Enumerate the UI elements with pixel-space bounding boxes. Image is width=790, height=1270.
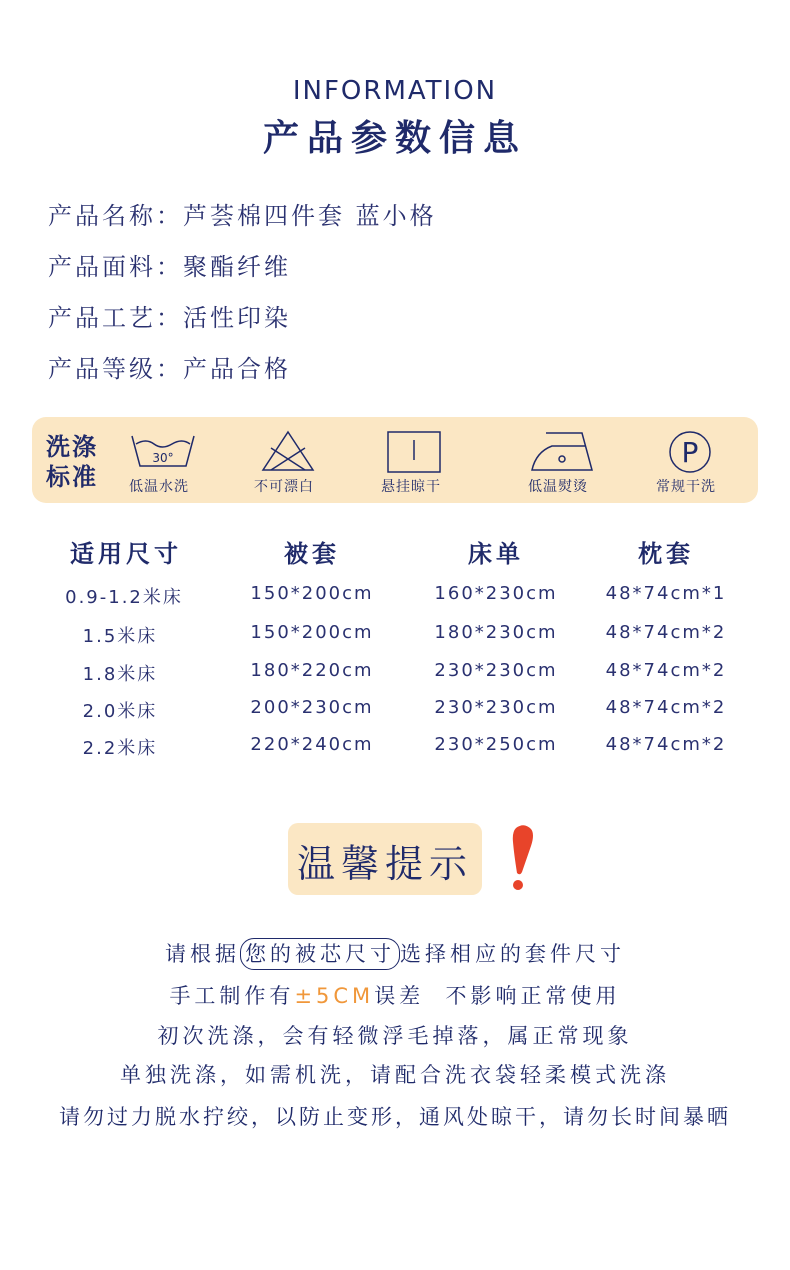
table-cell-size: 0.9-1.2米床 <box>65 587 183 608</box>
dry-clean-icon <box>666 430 714 474</box>
table-cell-duvet: 180*220cm <box>250 660 374 681</box>
washing-label-line2: 标准 <box>46 463 98 491</box>
table-header-sheet: 床单 <box>468 540 524 568</box>
hang-dry-icon <box>386 430 442 474</box>
table-row <box>0 622 790 646</box>
table-header-size: 适用尺寸 <box>70 540 182 568</box>
tip-line-3: 初次洗涤，会有轻微浮毛掉落，属正常现象 <box>157 1024 633 1048</box>
iron-icon <box>528 430 594 472</box>
wash-temp-text: 30° <box>152 451 174 465</box>
product-grade-row: 产品等级：产品合格 <box>48 355 291 383</box>
page-title: 产品参数信息 <box>262 118 527 159</box>
tip-tolerance-highlight: ±5CM <box>294 984 375 1008</box>
table-cell-sheet: 230*250cm <box>434 734 558 755</box>
table-cell-size: 1.8米床 <box>82 664 158 685</box>
table-cell-duvet: 150*200cm <box>250 583 374 604</box>
table-cell-sheet: 160*230cm <box>434 583 558 604</box>
wash-item-iron <box>524 430 598 500</box>
table-cell-duvet: 220*240cm <box>250 734 374 755</box>
tip-line-1 <box>0 938 790 970</box>
product-name-row: 产品名称：芦荟棉四件套 蓝小格 <box>48 202 437 230</box>
tip-line-1-pre: 请根据 <box>165 942 240 966</box>
table-cell-size: 1.5米床 <box>82 626 158 647</box>
wash-item-hang-dry <box>378 430 452 500</box>
washing-label-line1: 洗涤 <box>46 433 98 461</box>
table-row <box>0 734 790 758</box>
tip-line-4: 单独洗涤，如需机洗，请配合洗衣袋轻柔模式洗涤 <box>120 1063 670 1087</box>
table-cell-duvet: 200*230cm <box>250 697 374 718</box>
wash-item-low-temp <box>126 430 200 500</box>
exclamation-icon <box>504 824 538 894</box>
tip-duvet-size-highlight: 您的被芯尺寸 <box>240 938 400 970</box>
table-cell-pillowcase: 48*74cm*2 <box>605 660 727 681</box>
table-cell-sheet: 230*230cm <box>434 660 558 681</box>
tips-title: 温馨提示 <box>296 842 473 886</box>
table-cell-size: 2.2米床 <box>82 738 158 759</box>
tip-line-2-pre: 手工制作有 <box>169 984 295 1008</box>
wash-caption-dry-clean: 常规干洗 <box>656 479 716 495</box>
tip-line-2-post: 误差 不影响正常使用 <box>374 984 621 1008</box>
table-cell-pillowcase: 48*74cm*2 <box>605 622 727 643</box>
table-cell-pillowcase: 48*74cm*1 <box>605 583 727 604</box>
wash-caption-no-bleach: 不可漂白 <box>254 479 314 495</box>
wash-tub-icon <box>130 432 196 470</box>
table-row <box>0 697 790 721</box>
wash-caption-hang-dry: 悬挂晾干 <box>381 479 441 495</box>
washing-standard-label <box>46 432 106 492</box>
tip-line-2 <box>0 980 790 1010</box>
wash-item-no-bleach <box>252 430 326 500</box>
table-cell-pillowcase: 48*74cm*2 <box>605 734 727 755</box>
tip-line-5: 请勿过力脱水拧绞，以防止变形，通风处晾干，请勿长时间暴晒 <box>59 1105 731 1129</box>
table-cell-sheet: 180*230cm <box>434 622 558 643</box>
table-cell-pillowcase: 48*74cm*2 <box>605 697 727 718</box>
tip-line-1-post: 选择相应的套件尺寸 <box>400 942 625 966</box>
table-cell-duvet: 150*200cm <box>250 622 374 643</box>
no-bleach-icon <box>261 430 315 472</box>
wash-caption-iron: 低温熨烫 <box>528 479 588 495</box>
table-cell-size: 2.0米床 <box>82 701 158 722</box>
product-fabric-row: 产品面料：聚酯纤维 <box>48 253 291 281</box>
table-header-pillowcase: 枕套 <box>638 540 694 568</box>
product-craft-row: 产品工艺：活性印染 <box>48 304 291 332</box>
table-cell-sheet: 230*230cm <box>434 697 558 718</box>
wash-caption-low-temp: 低温水洗 <box>129 479 189 495</box>
dry-clean-letter: P <box>681 436 699 469</box>
wash-item-dry-clean <box>652 430 728 500</box>
table-row <box>0 660 790 684</box>
table-header-duvet: 被套 <box>284 540 340 568</box>
english-title: INFORMATION <box>292 76 498 106</box>
table-row <box>0 583 790 607</box>
